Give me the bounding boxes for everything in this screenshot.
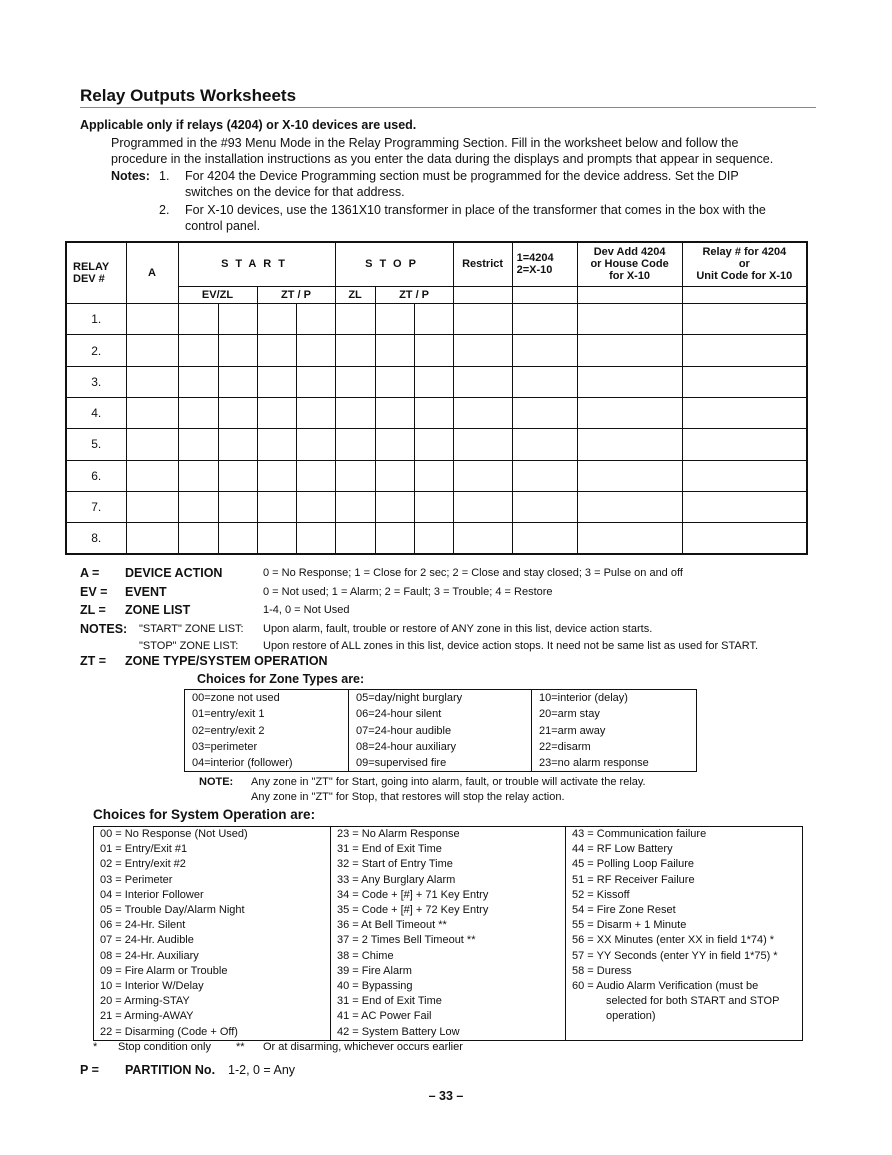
legend-notes-key: NOTES: (80, 622, 128, 636)
zone-type-item: 04=interior (follower) (192, 757, 293, 770)
cell[interactable] (453, 397, 512, 428)
cell[interactable] (178, 491, 218, 522)
system-op-item-continued: selected for both START and STOP (606, 995, 780, 1008)
cell[interactable] (257, 523, 296, 554)
cell[interactable] (218, 304, 257, 335)
cell[interactable] (257, 304, 296, 335)
system-operation-column-3 (566, 827, 803, 1041)
stop-zone-list-label: "STOP" ZONE LIST: (139, 640, 239, 652)
cell[interactable] (414, 335, 453, 366)
cell[interactable] (335, 429, 375, 460)
legend-zl-key: ZL = (80, 603, 106, 617)
cell[interactable] (178, 366, 218, 397)
zone-type-item: 02=entry/exit 2 (192, 724, 265, 737)
cell[interactable] (257, 366, 296, 397)
cell[interactable] (335, 335, 375, 366)
cell[interactable] (335, 304, 375, 335)
cell[interactable] (178, 335, 218, 366)
cell[interactable] (414, 491, 453, 522)
footnote-double-star-text: Or at disarming, whichever occurs earlier (263, 1041, 463, 1053)
row-number: 4. (66, 397, 126, 428)
cell[interactable] (375, 366, 414, 397)
system-op-item: 52 = Kissoff (572, 888, 630, 901)
system-op-item: 09 = Fire Alarm or Trouble (100, 964, 228, 977)
system-op-item: 21 = Arming-AWAY (100, 1010, 194, 1023)
system-op-item: 41 = AC Power Fail (337, 1010, 432, 1023)
header-relay-number-line-1: Relay # for 4204 (702, 246, 787, 259)
cell[interactable] (126, 523, 178, 554)
note-1-number: 1. (159, 169, 170, 183)
header-device-type (512, 242, 577, 286)
cell[interactable] (335, 397, 375, 428)
cell[interactable] (682, 366, 807, 397)
system-op-item: 37 = 2 Times Bell Timeout ** (337, 934, 476, 947)
system-op-item: 00 = No Response (Not Used) (100, 828, 248, 840)
intro-line-2: procedure in the installation instructions as you enter the data during the displays and prompts that appear in sequence. (111, 152, 774, 166)
cell[interactable] (335, 491, 375, 522)
subheader-zl: ZL (335, 286, 375, 303)
cell[interactable] (577, 429, 682, 460)
system-op-item: 08 = 24-Hr. Auxiliary (100, 949, 199, 962)
cell[interactable] (126, 366, 178, 397)
table-row (66, 304, 807, 335)
cell[interactable] (218, 429, 257, 460)
header-relay-number (682, 242, 807, 286)
system-op-item: 44 = RF Low Battery (572, 843, 673, 856)
cell[interactable] (414, 523, 453, 554)
cell[interactable] (512, 335, 577, 366)
row-number: 2. (66, 335, 126, 366)
row-number: 6. (66, 460, 126, 491)
cell[interactable] (178, 460, 218, 491)
legend-a-text: 0 = No Response; 1 = Close for 2 sec; 2 = Close and stay closed; 3 = Pulse on and off (263, 567, 683, 579)
cell[interactable] (296, 304, 335, 335)
relay-worksheet-table (65, 241, 808, 555)
cell[interactable] (682, 397, 807, 428)
system-op-item: 07 = 24-Hr. Audible (100, 934, 194, 947)
header-dev-address-line-2: or House Code (590, 258, 669, 271)
system-op-item: 40 = Bypassing (337, 980, 413, 993)
cell[interactable] (296, 429, 335, 460)
system-op-item: 23 = No Alarm Response (337, 828, 460, 840)
header-dev-address (577, 242, 682, 286)
subheader-blank (512, 286, 577, 303)
partition-text: 1-2, 0 = Any (228, 1063, 296, 1077)
cell[interactable] (375, 491, 414, 522)
system-op-item: 31 = End of Exit Time (337, 995, 442, 1008)
system-op-item: 45 = Polling Loop Failure (572, 858, 694, 871)
subheader-zt-p-stop: ZT / P (375, 286, 453, 303)
zone-types-column-3 (532, 690, 697, 772)
table-row (66, 523, 807, 554)
cell[interactable] (453, 335, 512, 366)
zone-type-item: 05=day/night burglary (356, 692, 463, 704)
note-1-line-2: switches on the device for that address. (185, 185, 405, 199)
cell[interactable] (414, 460, 453, 491)
cell[interactable] (375, 304, 414, 335)
cell[interactable] (218, 523, 257, 554)
header-relay-number-line-3: Unit Code for X-10 (696, 270, 793, 283)
zone-type-item: 20=arm stay (539, 708, 600, 721)
table-row (66, 460, 807, 491)
table-row (66, 491, 807, 522)
legend-ev-text: 0 = Not used; 1 = Alarm; 2 = Fault; 3 = Trouble; 4 = Restore (263, 586, 553, 598)
cell[interactable] (375, 397, 414, 428)
zone-types-column-1 (185, 690, 349, 772)
system-op-item: 60 = Audio Alarm Verification (must be (572, 980, 759, 993)
legend-ev-name: EVENT (125, 585, 167, 599)
cell[interactable] (682, 491, 807, 522)
cell[interactable] (577, 397, 682, 428)
cell[interactable] (414, 397, 453, 428)
zone-type-item: 06=24-hour silent (356, 708, 442, 721)
cell[interactable] (257, 429, 296, 460)
cell[interactable] (126, 335, 178, 366)
note-2-number: 2. (159, 203, 170, 217)
system-operation-column-1 (94, 827, 331, 1041)
system-op-item: 57 = YY Seconds (enter YY in field 1*75) * (572, 949, 778, 962)
zone-types-column-2 (349, 690, 532, 772)
system-op-item-continued: operation) (606, 1010, 656, 1023)
zone-note-label: NOTE: (199, 776, 234, 788)
page-title: Relay Outputs Worksheets (80, 86, 297, 105)
system-op-item: 05 = Trouble Day/Alarm Night (100, 904, 245, 917)
system-op-item: 04 = Interior Follower (100, 888, 204, 901)
cell[interactable] (682, 460, 807, 491)
zone-type-item: 00=zone not used (192, 692, 280, 704)
cell[interactable] (126, 491, 178, 522)
zone-type-item: 03=perimeter (192, 740, 258, 753)
cell[interactable] (218, 460, 257, 491)
system-op-item: 58 = Duress (572, 964, 632, 977)
header-type-x10: 2=X-10 (516, 264, 553, 277)
cell[interactable] (296, 460, 335, 491)
system-operation-table (93, 826, 803, 1041)
subheader-blank (453, 286, 512, 303)
cell[interactable] (218, 366, 257, 397)
cell[interactable] (512, 460, 577, 491)
system-op-item: 42 = System Battery Low (337, 1025, 460, 1038)
legend-zt-name: ZONE TYPE/SYSTEM OPERATION (125, 654, 328, 668)
cell[interactable] (178, 304, 218, 335)
cell[interactable] (296, 491, 335, 522)
cell[interactable] (512, 366, 577, 397)
header-restrict: Restrict (453, 242, 512, 286)
legend-zl-text: 1-4, 0 = Not Used (263, 604, 350, 616)
subheader-blank (577, 286, 682, 303)
cell[interactable] (257, 491, 296, 522)
header-dev-address-line-1: Dev Add 4204 (593, 246, 666, 259)
header-dev-number: DEV # (73, 273, 105, 286)
header-relay: RELAY (73, 261, 110, 274)
zone-note-line-1: Any zone in "ZT" for Start, going into alarm, fault, or trouble will activate the relay. (251, 776, 646, 788)
zone-types-table (184, 689, 697, 772)
zone-type-item: 07=24-hour audible (356, 724, 452, 737)
cell[interactable] (375, 429, 414, 460)
row-number: 7. (66, 491, 126, 522)
header-start: START (178, 242, 335, 286)
cell[interactable] (682, 304, 807, 335)
subheader-zt-p-start: ZT / P (257, 286, 335, 303)
partition-name: PARTITION No. (125, 1063, 216, 1077)
cell[interactable] (335, 460, 375, 491)
zone-types-heading: Choices for Zone Types are: (197, 672, 365, 686)
cell[interactable] (335, 366, 375, 397)
cell[interactable] (512, 491, 577, 522)
system-op-item: 56 = XX Minutes (enter XX in field 1*74) * (572, 934, 775, 947)
cell[interactable] (218, 491, 257, 522)
zone-type-item: 21=arm away (539, 724, 606, 737)
note-2-line-2: control panel. (185, 219, 261, 233)
system-op-item: 01 = Entry/Exit #1 (100, 843, 188, 856)
cell[interactable] (296, 335, 335, 366)
zone-type-item: 22=disarm (539, 740, 591, 753)
cell[interactable] (453, 304, 512, 335)
cell[interactable] (375, 523, 414, 554)
header-dev-address-line-3: for X-10 (609, 270, 651, 283)
cell[interactable] (682, 335, 807, 366)
applicable-note: Applicable only if relays (4204) or X-10 devices are used. (80, 118, 417, 132)
cell[interactable] (375, 335, 414, 366)
cell[interactable] (682, 429, 807, 460)
footnote-star-text: Stop condition only (118, 1041, 211, 1053)
cell[interactable] (414, 304, 453, 335)
cell[interactable] (126, 397, 178, 428)
table-row (66, 366, 807, 397)
system-op-item: 22 = Disarming (Code + Off) (100, 1025, 238, 1038)
header-relay-dev (66, 242, 126, 304)
cell[interactable] (512, 429, 577, 460)
cell[interactable] (453, 491, 512, 522)
cell[interactable] (296, 397, 335, 428)
row-number: 8. (66, 523, 126, 554)
zone-type-item: 10=interior (delay) (539, 692, 628, 704)
system-operation-column-2 (331, 827, 566, 1041)
system-op-item: 33 = Any Burglary Alarm (337, 873, 456, 886)
start-zone-list-text: Upon alarm, fault, trouble or restore of ANY zone in this list, device action starts. (263, 623, 653, 635)
legend-a-name: DEVICE ACTION (125, 566, 223, 580)
intro-line-1: Programmed in the #93 Menu Mode in the Relay Programming Section. Fill in the worksheet below and follow the (111, 136, 739, 150)
system-op-item: 38 = Chime (337, 949, 394, 962)
cell[interactable] (512, 397, 577, 428)
system-op-item: 43 = Communication failure (572, 828, 707, 840)
cell[interactable] (577, 491, 682, 522)
system-op-item: 35 = Code + [#] + 72 Key Entry (337, 904, 489, 917)
cell[interactable] (512, 304, 577, 335)
page-number: – 33 – (428, 1089, 464, 1103)
zone-type-item: 09=supervised fire (356, 757, 447, 770)
cell[interactable] (453, 523, 512, 554)
cell[interactable] (375, 460, 414, 491)
row-number: 3. (66, 366, 126, 397)
cell[interactable] (453, 429, 512, 460)
system-op-item: 36 = At Bell Timeout ** (337, 919, 447, 932)
system-op-item: 02 = Entry/exit #2 (100, 858, 186, 871)
cell[interactable] (453, 366, 512, 397)
zone-type-item: 01=entry/exit 1 (192, 708, 265, 721)
footnote-double-star: ** (236, 1041, 245, 1053)
table-row (66, 429, 807, 460)
system-op-item: 39 = Fire Alarm (337, 964, 412, 977)
legend-a-key: A = (80, 566, 100, 580)
title-divider (80, 107, 816, 108)
system-op-item: 20 = Arming-STAY (100, 995, 190, 1008)
legend-ev-key: EV = (80, 585, 108, 599)
cell[interactable] (577, 523, 682, 554)
cell[interactable] (257, 397, 296, 428)
note-1-line-1: For 4204 the Device Programming section must be programmed for the device address. Set the DIP (185, 169, 739, 183)
cell[interactable] (577, 304, 682, 335)
cell[interactable] (335, 523, 375, 554)
system-op-item: 06 = 24-Hr. Silent (100, 919, 186, 932)
system-op-item: 03 = Perimeter (100, 873, 173, 886)
system-op-item: 54 = Fire Zone Reset (572, 904, 676, 917)
notes-label: Notes: (111, 169, 150, 183)
row-number: 5. (66, 429, 126, 460)
note-2-line-1: For X-10 devices, use the 1361X10 transformer in place of the transformer that comes in the box with the (185, 203, 766, 217)
zone-type-item: 23=no alarm response (539, 757, 649, 770)
legend-zt-key: ZT = (80, 654, 107, 668)
system-operation-heading: Choices for System Operation are: (93, 807, 316, 822)
cell[interactable] (178, 523, 218, 554)
partition-key: P = (80, 1063, 99, 1077)
system-op-item: 34 = Code + [#] + 71 Key Entry (337, 888, 489, 901)
start-zone-list-label: "START" ZONE LIST: (139, 623, 244, 635)
row-number: 1. (66, 304, 126, 335)
footnote-star: * (93, 1041, 98, 1053)
cell[interactable] (453, 460, 512, 491)
zone-note-line-2: Any zone in "ZT" for Stop, that restores will stop the relay action. (251, 791, 565, 803)
subheader-ev-zl: EV/ZL (178, 286, 257, 303)
cell[interactable] (126, 429, 178, 460)
table-row (66, 335, 807, 366)
header-relay-number-line-2: or (738, 258, 750, 271)
system-op-item: 51 = RF Receiver Failure (572, 873, 695, 886)
header-type-4204: 1=4204 (516, 252, 554, 265)
table-row (66, 397, 807, 428)
cell[interactable] (218, 335, 257, 366)
zone-type-item: 08=24-hour auxiliary (356, 740, 456, 753)
cell[interactable] (296, 366, 335, 397)
system-op-item: 10 = Interior W/Delay (100, 980, 204, 993)
cell[interactable] (126, 460, 178, 491)
cell[interactable] (218, 397, 257, 428)
cell[interactable] (296, 523, 335, 554)
system-op-item: 55 = Disarm + 1 Minute (572, 919, 687, 932)
header-stop: STOP (335, 242, 453, 286)
cell[interactable] (257, 460, 296, 491)
cell[interactable] (577, 335, 682, 366)
cell[interactable] (178, 429, 218, 460)
cell[interactable] (682, 523, 807, 554)
cell[interactable] (414, 366, 453, 397)
cell[interactable] (512, 523, 577, 554)
cell[interactable] (577, 366, 682, 397)
system-op-item: 32 = Start of Entry Time (337, 858, 453, 871)
cell[interactable] (126, 304, 178, 335)
cell[interactable] (577, 460, 682, 491)
subheader-blank (682, 286, 807, 303)
system-op-item: 31 = End of Exit Time (337, 843, 442, 856)
legend-zl-name: ZONE LIST (125, 603, 191, 617)
cell[interactable] (257, 335, 296, 366)
cell[interactable] (414, 429, 453, 460)
stop-zone-list-text: Upon restore of ALL zones in this list, device action stops. It need not be same list as used for START. (263, 640, 759, 652)
cell[interactable] (178, 397, 218, 428)
header-a: A (126, 242, 178, 304)
